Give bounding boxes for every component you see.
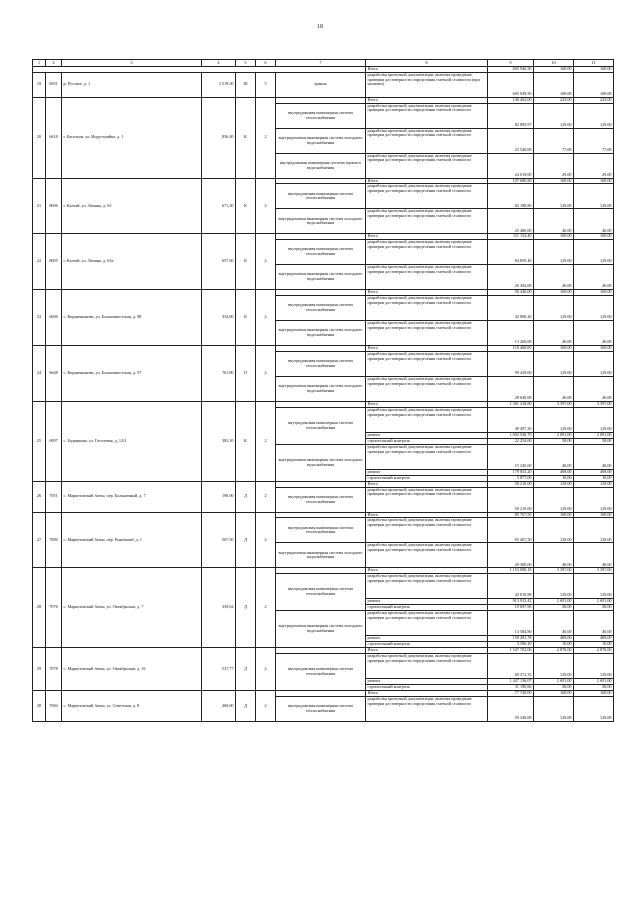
unit-cost-cell: 129,00 bbox=[534, 487, 574, 512]
total-limit-cell: 2 878,00 bbox=[574, 648, 614, 654]
work-description-cell: строительный контроль bbox=[366, 438, 488, 444]
cost-cell: 65 467,50 bbox=[488, 518, 534, 543]
work-description-cell: разработка проектной документации, включая проведение проверки достоверности определения сметной стоимости bbox=[366, 321, 488, 346]
work-type-cell: внутридомовая инженерная система теплоснабжения bbox=[276, 351, 366, 376]
cost-cell: 59 340,00 bbox=[488, 696, 534, 721]
limit-cost-cell: 40,00 bbox=[574, 209, 614, 234]
address-cell: с. Маркеловский Затон, пер. Больничный, д. 7 bbox=[62, 481, 202, 512]
work-description-cell: строительный контроль bbox=[366, 642, 488, 648]
house-code-cell: 6648 bbox=[46, 346, 62, 402]
address-cell: г. Калтай, ул. Ленина, д. 65 bbox=[62, 178, 202, 234]
unit-cost-cell: 129,00 bbox=[534, 296, 574, 321]
cost-cell: 49 497,30 bbox=[488, 407, 534, 432]
unit-cost-cell: 40,00 bbox=[534, 611, 574, 636]
total-label-cell: Итого bbox=[366, 691, 488, 697]
work-description-cell: разработка проектной документации, включая проведение проверки достоверности определения сметной стоимости bbox=[366, 128, 488, 153]
cost-cell: 50 210,00 bbox=[488, 487, 534, 512]
work-type-cell: внутридомовая инженерная система теплоснабжения bbox=[276, 407, 366, 444]
unit-cost-cell: 129,00 bbox=[534, 240, 574, 265]
row-number-cell: 29 bbox=[33, 648, 46, 691]
total-cost-cell: 85 767,50 bbox=[488, 512, 534, 518]
area-cell: 537,77 bbox=[202, 648, 236, 691]
header-cell-5: 5 bbox=[236, 60, 256, 67]
floors-cell: 2 bbox=[256, 691, 276, 722]
floors-cell: 2 bbox=[256, 97, 276, 178]
total-label-cell: Итого bbox=[366, 401, 488, 407]
unit-cost-cell: 77,00 bbox=[534, 128, 574, 153]
work-type-cell: внутридомовая инженерная система теплоснабжения bbox=[276, 654, 366, 691]
limit-cost-cell: 2 691,00 bbox=[574, 432, 614, 438]
work-type-cell: внутридомовая инженерная система теплоснабжения bbox=[276, 696, 366, 721]
total-label-cell: Итого bbox=[366, 512, 488, 518]
house-code-cell: 7076 bbox=[46, 568, 62, 648]
work-description-cell: разработка проектной документации, включая проведение проверки достоверности определения сметной стоимости bbox=[366, 518, 488, 543]
floors-cell: 2 bbox=[256, 401, 276, 481]
work-description-cell: разработка проектной документации, включая проведение проверки достоверности определения сметной стоимости bbox=[366, 696, 488, 721]
limit-cost-cell: 40,00 bbox=[574, 611, 614, 636]
total-unit-cell: 3 397,00 bbox=[534, 568, 574, 574]
work-type-cell: внутридомовая инженерная система холодного водоснабжения bbox=[276, 128, 366, 153]
limit-cost-cell: 40,00 bbox=[574, 376, 614, 401]
unit-cost-cell: 40,00 bbox=[534, 444, 574, 469]
floors-cell: 5 bbox=[256, 72, 276, 97]
unit-cost-cell: 40,00 bbox=[534, 321, 574, 346]
address-cell: с. Маркеловский Затон, ул. Советская, д. 8 bbox=[62, 691, 202, 722]
work-description-cell: разработка проектной документации, включая проведение проверки достоверности определения сметной стоимости bbox=[366, 543, 488, 568]
area-cell: 657,60 bbox=[202, 234, 236, 290]
floors-cell: 2 bbox=[256, 648, 276, 691]
work-description-cell: строительный контроль bbox=[366, 475, 488, 481]
total-limit-cell: 235,00 bbox=[574, 97, 614, 103]
work-description-cell: ремонт bbox=[366, 432, 488, 438]
work-type-cell: внутридомовая инженерная система холодного водоснабжения bbox=[276, 543, 366, 568]
class-cell: Д bbox=[236, 568, 256, 648]
limit-cost-cell: 469,00 bbox=[574, 636, 614, 642]
cost-cell: 13 584,80 bbox=[488, 611, 534, 636]
page-number: 18 bbox=[317, 24, 323, 30]
work-description-cell: разработка проектной документации, включая проведение проверки достоверности определения сметной стоимости bbox=[366, 654, 488, 679]
total-limit-cell: 169,00 bbox=[574, 234, 614, 240]
total-unit-cell: 169,00 bbox=[534, 346, 574, 352]
work-description-cell: строительный контроль bbox=[366, 685, 488, 691]
unit-cost-cell: 129,00 bbox=[534, 696, 574, 721]
row-number-cell: 25 bbox=[33, 401, 46, 481]
cost-cell: 69 372,33 bbox=[488, 654, 534, 679]
area-cell: 3 519,50 bbox=[202, 72, 236, 97]
unit-cost-cell: 2 691,00 bbox=[534, 432, 574, 438]
header-cell-3: 3 bbox=[62, 60, 202, 67]
cost-cell: 179 053,20 bbox=[488, 469, 534, 475]
limit-cost-cell: 129,00 bbox=[574, 184, 614, 209]
unit-cost-cell: 469,00 bbox=[534, 469, 574, 475]
cost-cell: 82 198,80 bbox=[488, 184, 534, 209]
cost-cell: 99 429,00 bbox=[488, 351, 534, 376]
class-cell: II bbox=[236, 346, 256, 402]
total-label-cell: Итого bbox=[366, 290, 488, 296]
work-type-cell: внутридомовая инженерная система холодного водоснабжения bbox=[276, 444, 366, 481]
unit-cost-cell: 58,00 bbox=[534, 605, 574, 611]
work-description-cell: разработка проектной документации, включая проведение проверки достоверности определения сметной стоимости bbox=[366, 351, 488, 376]
limit-cost-cell: 58,00 bbox=[574, 605, 614, 611]
work-type-cell: внутридомовая инженерная система холодного водоснабжения bbox=[276, 376, 366, 401]
address-cell: с. Кирпичниково, ул. Большевистская, д. 97 bbox=[62, 346, 202, 402]
cost-cell: 23 546,00 bbox=[488, 128, 534, 153]
limit-cost-cell: 40,00 bbox=[574, 265, 614, 290]
work-description-cell: строительный контроль bbox=[366, 605, 488, 611]
limit-cost-cell: 40,00 bbox=[574, 543, 614, 568]
cost-cell: 913 913,42 bbox=[488, 599, 534, 605]
row-number-cell: 19 bbox=[33, 72, 46, 97]
total-limit-cell: 3 397,00 bbox=[574, 568, 614, 574]
total-label-cell: Итого bbox=[366, 97, 488, 103]
work-description-cell: ремонт bbox=[366, 636, 488, 642]
work-type-cell: внутридомовая инженерная система теплоснабжения bbox=[276, 487, 366, 512]
house-code-cell: 6618 bbox=[46, 97, 62, 178]
unit-cost-cell: 129,00 bbox=[534, 574, 574, 599]
limit-cost-cell: 469,00 bbox=[574, 469, 614, 475]
total-unit-cell: 169,00 bbox=[534, 691, 574, 697]
cost-cell: 26 304,00 bbox=[488, 265, 534, 290]
floors-cell: 2 bbox=[256, 346, 276, 402]
class-cell: К bbox=[236, 290, 256, 346]
house-code-cell: 7051 bbox=[46, 481, 62, 512]
unit-cost-cell: 129,00 bbox=[534, 351, 574, 376]
row-number-cell: 26 bbox=[33, 481, 46, 512]
class-cell: К bbox=[236, 234, 256, 290]
work-description-cell: разработка проектной документации, включая проведение проверки достоверности определения сметной стоимости bbox=[366, 444, 488, 469]
work-type-cell: внутридомовая инженерная система горячего водоснабжения bbox=[276, 153, 366, 178]
work-type-cell: внутридомовая инженерная система холодного водоснабжения bbox=[276, 611, 366, 648]
cost-cell: 24 019,00 bbox=[488, 153, 534, 178]
house-code-cell: 7078 bbox=[46, 648, 62, 691]
address-cell: р. Русское, д. 1 bbox=[62, 72, 202, 97]
area-cell: 701,80 bbox=[202, 346, 236, 402]
row-number-cell: 20 bbox=[33, 97, 46, 178]
total-limit-cell: 169,00 bbox=[574, 346, 614, 352]
unit-cost-cell: 10,00 bbox=[534, 642, 574, 648]
class-cell: К bbox=[236, 97, 256, 178]
cost-cell: 20 300,00 bbox=[488, 543, 534, 568]
total-cost-cell: 1 153 088,18 bbox=[488, 568, 534, 574]
unit-cost-cell: 10,00 bbox=[534, 475, 574, 481]
area-cell: 460,00 bbox=[202, 691, 236, 722]
header-cell-10: 10 bbox=[534, 60, 574, 67]
cost-cell: 22 254,60 bbox=[488, 438, 534, 444]
work-type-cell: внутридомовая инженерная система теплоснабжения bbox=[276, 296, 366, 321]
total-unit-cell: 169,00 bbox=[534, 234, 574, 240]
header-row bbox=[33, 60, 614, 67]
header-cell-2: 2 bbox=[46, 60, 62, 67]
floors-cell: 2 bbox=[256, 568, 276, 648]
header-cell-4: 4 bbox=[202, 60, 236, 67]
total-limit-cell: 169,00 bbox=[574, 691, 614, 697]
unit-cost-cell: 129,00 bbox=[534, 407, 574, 432]
address-cell: с. Маркеловский Затон, ул. Октябрьская, д. 7 bbox=[62, 568, 202, 648]
work-type-cell: внутридомовая инженерная система теплоснабжения bbox=[276, 240, 366, 265]
work-description-cell: разработка проектной документации, включая проведение проверки достоверности определения сметной стоимости bbox=[366, 265, 488, 290]
class-cell: К bbox=[236, 401, 256, 481]
limit-cost-cell: 58,00 bbox=[574, 438, 614, 444]
work-type-cell: внутридомовая инженерная система теплоснабжения bbox=[276, 103, 366, 128]
limit-cost-cell: 29,00 bbox=[574, 153, 614, 178]
floors-cell: 2 bbox=[256, 178, 276, 234]
limit-cost-cell: 129,00 bbox=[574, 240, 614, 265]
work-description-cell: разработка проектной документации, включая проведение проверки достоверности определения сметной стоимости bbox=[366, 407, 488, 432]
address-cell: г. Батальон, ул. Индустрийка, д. 1 bbox=[62, 97, 202, 178]
header-cell-11: 11 bbox=[574, 60, 614, 67]
work-type-cell: внутридомовая инженерная система холодного водоснабжения bbox=[276, 209, 366, 234]
work-item-row bbox=[33, 72, 614, 97]
total-unit-cell: 169,00 bbox=[534, 512, 574, 518]
limit-cost-cell: 169,00 bbox=[574, 72, 614, 97]
total-cost-cell: 118 469,00 bbox=[488, 346, 534, 352]
work-description-cell: разработка проектной документации, включая проведение проверки достоверности определения сметной стоимости bbox=[366, 240, 488, 265]
unit-cost-cell: 2 691,00 bbox=[534, 599, 574, 605]
work-description-cell: ремонт bbox=[366, 679, 488, 685]
address-cell: с. Бадмакино, ул. Гоголевая, д. 12/2 bbox=[62, 401, 202, 481]
work-type-cell: внутридомовая инженерная система холодного водоснабжения bbox=[276, 321, 366, 346]
address-cell: с. Маркеловский Затон, пер. Рыночный, д. 1 bbox=[62, 512, 202, 568]
total-cost-cell: 50 210,00 bbox=[488, 481, 534, 487]
total-cost-cell: 1 547 702,06 bbox=[488, 648, 534, 654]
cost-cell: 1 002 536,70 bbox=[488, 432, 534, 438]
limit-cost-cell: 58,00 bbox=[574, 685, 614, 691]
cost-cell: 1 447 136,07 bbox=[488, 679, 534, 685]
cost-cell: 82 895,97 bbox=[488, 103, 534, 128]
row-number-cell: 27 bbox=[33, 512, 46, 568]
work-description-cell: разработка проектной документации, включая проведение проверки достоверности определения сметной стоимости bbox=[366, 184, 488, 209]
floors-cell: 2 bbox=[256, 481, 276, 512]
limit-cost-cell: 129,00 bbox=[574, 654, 614, 679]
total-label-cell: Итого bbox=[366, 481, 488, 487]
limit-cost-cell: 129,00 bbox=[574, 351, 614, 376]
unit-cost-cell: 129,00 bbox=[534, 654, 574, 679]
house-code-cell: 8006 bbox=[46, 178, 62, 234]
total-cost-cell: 1 301 418,80 bbox=[488, 401, 534, 407]
unit-cost-cell: 40,00 bbox=[534, 265, 574, 290]
row-number-cell: 28 bbox=[33, 568, 46, 648]
total-limit-cell: 169,00 bbox=[574, 512, 614, 518]
total-label-cell: Итого bbox=[366, 67, 488, 73]
limit-cost-cell: 129,00 bbox=[574, 574, 614, 599]
unit-cost-cell: 129,00 bbox=[534, 184, 574, 209]
address-cell: с. Кирпичниково, ул. Большевистская, д. 88 bbox=[62, 290, 202, 346]
row-number-cell: 22 bbox=[33, 234, 46, 290]
house-code-cell: 7084 bbox=[46, 691, 62, 722]
work-type-cell: крыша bbox=[276, 72, 366, 97]
cost-cell: 19 697,96 bbox=[488, 605, 534, 611]
area-cell: 507,50 bbox=[202, 512, 236, 568]
limit-cost-cell: 40,00 bbox=[574, 321, 614, 346]
unit-cost-cell: 40,00 bbox=[534, 209, 574, 234]
cost-cell: 15 340,00 bbox=[488, 444, 534, 469]
cost-cell: 605 949,50 bbox=[488, 72, 534, 97]
limit-cost-cell: 129,00 bbox=[574, 103, 614, 128]
house-code-cell: 6606 bbox=[46, 290, 62, 346]
total-unit-cell: 129,00 bbox=[534, 481, 574, 487]
floors-cell: 2 bbox=[256, 290, 276, 346]
cost-cell: 31 190,66 bbox=[488, 685, 534, 691]
header-cell-7: 7 bbox=[276, 60, 366, 67]
limit-cost-cell: 129,00 bbox=[574, 407, 614, 432]
header-cell-9: 9 bbox=[488, 60, 534, 67]
class-cell: Д bbox=[236, 648, 256, 691]
unit-cost-cell: 40,00 bbox=[534, 376, 574, 401]
total-label-cell: Итого bbox=[366, 234, 488, 240]
limit-cost-cell: 10,00 bbox=[574, 475, 614, 481]
class-cell: Д bbox=[236, 512, 256, 568]
total-unit-cell: 169,00 bbox=[534, 67, 574, 73]
total-unit-cell: 2 878,00 bbox=[534, 648, 574, 654]
total-cost-cell: 111 154,40 bbox=[488, 234, 534, 240]
work-type-cell: внутридомовая инженерная система теплоснабжения bbox=[276, 518, 366, 543]
cost-cell: 3 396,20 bbox=[488, 642, 534, 648]
house-code-cell: 7890 bbox=[46, 512, 62, 568]
header-cell-6: 6 bbox=[256, 60, 276, 67]
work-description-cell: разработка проектной документации, включая проведение проверки достоверности определения сметной стоимости bbox=[366, 376, 488, 401]
work-description-cell: разработка проектной документации, включая проведение проверки достоверности определения сметной стоимости bbox=[366, 209, 488, 234]
row-number-cell: 21 bbox=[33, 178, 46, 234]
work-description-cell: разработка проектной документации, включая проведение проверки достоверности определения сметной стоимости bbox=[366, 103, 488, 128]
class-cell: Д bbox=[236, 691, 256, 722]
limit-cost-cell: 2 691,00 bbox=[574, 599, 614, 605]
unit-cost-cell: 469,00 bbox=[534, 636, 574, 642]
work-type-cell: внутридомовая инженерная система теплоснабжения bbox=[276, 574, 366, 611]
unit-cost-cell: 129,00 bbox=[534, 518, 574, 543]
area-cell: 671,30 bbox=[202, 178, 236, 234]
total-limit-cell: 169,00 bbox=[574, 67, 614, 73]
limit-cost-cell: 129,00 bbox=[574, 296, 614, 321]
row-number-cell: 23 bbox=[33, 290, 46, 346]
unit-cost-cell: 29,00 bbox=[534, 153, 574, 178]
cost-cell: 25 480,00 bbox=[488, 209, 534, 234]
work-description-cell: ремонт bbox=[366, 599, 488, 605]
class-cell: Д bbox=[236, 481, 256, 512]
limit-cost-cell: 40,00 bbox=[574, 444, 614, 469]
work-description-cell: разработка проектной документации, включая проведение проверки достоверности определения сметной стоимости bbox=[366, 153, 488, 178]
house-code-cell: 6997 bbox=[46, 401, 62, 481]
row-number-cell: 30 bbox=[33, 691, 46, 722]
table-body bbox=[33, 60, 614, 722]
total-limit-cell: 129,00 bbox=[574, 481, 614, 487]
area-cell: 190,00 bbox=[202, 481, 236, 512]
cost-cell: 43 069,20 bbox=[488, 296, 534, 321]
total-limit-cell: 169,00 bbox=[574, 290, 614, 296]
cost-cell: 5 877,00 bbox=[488, 475, 534, 481]
floors-cell: 2 bbox=[256, 234, 276, 290]
total-cost-cell: 146 462,00 bbox=[488, 97, 534, 103]
address-cell: г. Калтай, ул. Ленина, д. 65а bbox=[62, 234, 202, 290]
address-cell: с. Маркеловский Затон, ул. Октябрьская, д. 16 bbox=[62, 648, 202, 691]
row-number-cell: 24 bbox=[33, 346, 46, 402]
work-type-cell: внутридомовая инженерная система теплоснабжения bbox=[276, 184, 366, 209]
cost-cell: 43 810,98 bbox=[488, 574, 534, 599]
header-cell-1: 1 bbox=[33, 60, 46, 67]
work-type-cell: внутридомовая инженерная система холодного водоснабжения bbox=[276, 265, 366, 290]
class-cell: III bbox=[236, 72, 256, 97]
area-cell: 856,40 bbox=[202, 97, 236, 178]
total-unit-cell: 169,00 bbox=[534, 178, 574, 184]
work-description-cell: разработка проектной документации, включая проведение проверки достоверности определения сметной стоимости bbox=[366, 574, 488, 599]
total-cost-cell: 56 446,00 bbox=[488, 290, 534, 296]
unit-cost-cell: 129,00 bbox=[534, 103, 574, 128]
limit-cost-cell: 10,00 bbox=[574, 642, 614, 648]
total-label-cell: Итого bbox=[366, 346, 488, 352]
unit-cost-cell: 58,00 bbox=[534, 438, 574, 444]
limit-cost-cell: 129,00 bbox=[574, 518, 614, 543]
total-unit-cell: 235,00 bbox=[534, 97, 574, 103]
total-unit-cell: 169,00 bbox=[534, 290, 574, 296]
work-description-cell: разработка проектной документации, включая проведение проверки достоверности определения сметной стоимости bbox=[366, 487, 488, 512]
area-cell: 339,62 bbox=[202, 568, 236, 648]
total-label-cell: Итого bbox=[366, 568, 488, 574]
limit-cost-cell: 2 691,00 bbox=[574, 679, 614, 685]
class-cell: К bbox=[236, 178, 256, 234]
floors-cell: 2 bbox=[256, 512, 276, 568]
house-code-cell: 8005 bbox=[46, 234, 62, 290]
cost-cell: 13 260,00 bbox=[488, 321, 534, 346]
total-label-cell: Итого bbox=[366, 178, 488, 184]
work-description-cell: разработка проектной документации, включая проведение проверки достоверности определения сметной стоимости (при наличии) bbox=[366, 72, 488, 97]
header-cell-8: 8 bbox=[366, 60, 488, 67]
area-cell: 383,10 bbox=[202, 401, 236, 481]
total-unit-cell: 3 397,00 bbox=[534, 401, 574, 407]
work-description-cell: разработка проектной документации, включая проведение проверки достоверности определения сметной стоимости bbox=[366, 611, 488, 636]
total-cost-cell: 107 680,80 bbox=[488, 178, 534, 184]
limit-cost-cell: 129,00 bbox=[574, 487, 614, 512]
total-cost-cell: 605 946,50 bbox=[488, 67, 534, 73]
unit-cost-cell: 169,00 bbox=[534, 72, 574, 97]
repair-program-table bbox=[32, 59, 614, 722]
area-cell: 334,80 bbox=[202, 290, 236, 346]
unit-cost-cell: 40,00 bbox=[534, 543, 574, 568]
house-code-cell: 6931 bbox=[46, 72, 62, 97]
cost-cell: 84 850,40 bbox=[488, 240, 534, 265]
unit-cost-cell: 2 691,00 bbox=[534, 679, 574, 685]
unit-cost-cell: 58,00 bbox=[534, 685, 574, 691]
cost-cell: 28 040,00 bbox=[488, 376, 534, 401]
limit-cost-cell: 129,00 bbox=[574, 696, 614, 721]
work-description-cell: ремонт bbox=[366, 469, 488, 475]
total-cost-cell: 77 740,00 bbox=[488, 691, 534, 697]
total-limit-cell: 3 397,00 bbox=[574, 401, 614, 407]
cost-cell: 159 281,78 bbox=[488, 636, 534, 642]
work-description-cell: разработка проектной документации, включая проведение проверки достоверности определения сметной стоимости bbox=[366, 296, 488, 321]
limit-cost-cell: 77,00 bbox=[574, 128, 614, 153]
total-label-cell: Итого bbox=[366, 648, 488, 654]
total-limit-cell: 169,00 bbox=[574, 178, 614, 184]
